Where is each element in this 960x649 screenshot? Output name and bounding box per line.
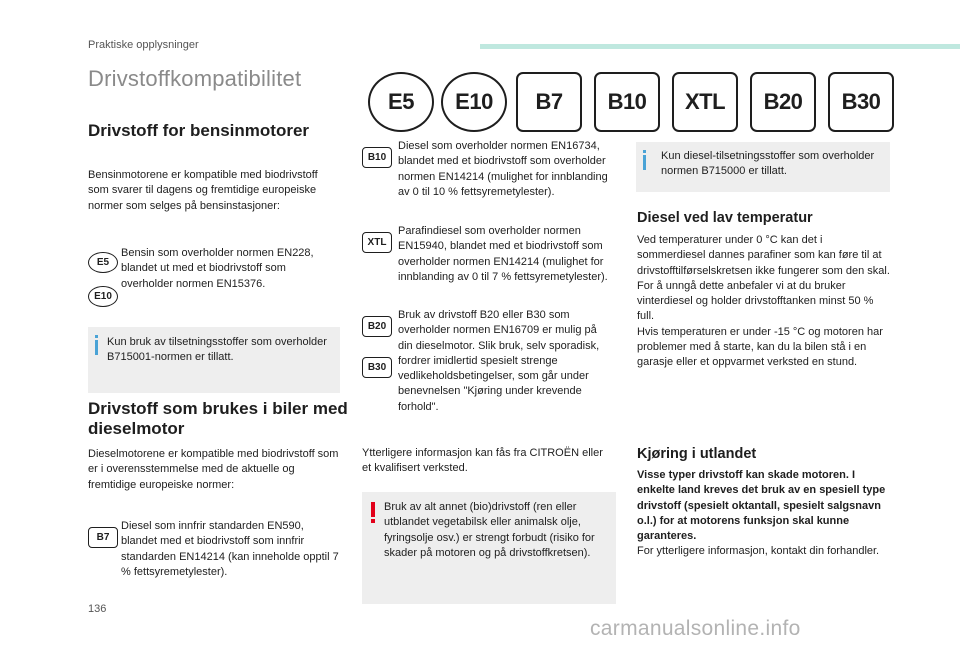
badge-xtl-small: XTL [362,232,392,253]
watermark: carmanualsonline.info [590,617,801,640]
fuel-badge-xtl: XTL [672,72,738,132]
badge-b30-small: B30 [362,357,392,378]
badge-b7-small: B7 [88,527,118,548]
petrol-e5-e10-description: Bensin som overholder normen EN228, blandet ut med et biodrivstoff som overholder normen EN15376. [121,247,314,290]
info-icon [95,335,98,357]
fuel-badge-b10: B10 [594,72,660,132]
warning-box [362,492,616,604]
section-header: Praktiske opplysninger [88,39,199,51]
petrol-info-box [88,327,340,393]
fuel-badge-e10: E10 [441,72,507,132]
diesel-b7-description: Diesel som innfrir standarden EN590, blandet med et biodrivstoff som innfrir standarden EN14214 (kan inneholde opptil 7 % fettsyremetylester). [121,520,339,578]
page-title: Drivstoffkompatibilitet [88,66,302,91]
low-temp-paragraph-1: Ved temperaturer under 0 °C kan det i sommerdiesel dannes parafiner som kan føre til at drivstofftilførselskretsen ikke fungerer som den skal. For å unngå dette anbefaler vi at du bruker vinterdiesel og holder drivstofftanken minst 50 % full. [637,234,890,323]
petrol-intro: Bensinmotorene er kompatible med biodrivstoff som svarer til dagens og fremtidige europeiske normer som selges på bensinstasjoner: [88,169,318,212]
abroad-text [637,468,891,560]
abroad-contact-text: For ytterligere informasjon, kontakt din forhandler. [637,545,880,558]
fuel-badge-b7: B7 [516,72,582,132]
low-temp-text [637,233,891,371]
fuel-badge-b30: B30 [828,72,894,132]
fuel-badge-b20: B20 [750,72,816,132]
info-icon [643,150,646,172]
diesel-info-box [636,142,890,192]
badge-b10-small: B10 [362,147,392,168]
diesel-xtl-description: Parafindiesel som overholder normen EN15940, blandet med et biodrivstoff som overholder normen EN14214 (mulighet for innblanding av 0 til 7 % fettsyremetylester). [398,225,608,283]
diesel-intro: Dieselmotorene er kompatible med biodrivstoff som er i overensstemmelse med de aktuelle og fremtidige europeiske normer: [88,448,339,491]
warning-icon [370,502,376,524]
diesel-b10-description: Diesel som overholder normen EN16734, blandet med et biodrivstoff som overholder normen EN14214 (mulighet for innblanding av 0 til 10 % fettsyremetylester). [398,140,608,198]
warning-text: Bruk av alt annet (bio)drivstoff (ren eller utblandet vegetabilsk eller animalsk olje, fyringsolje osv.) er strengt forbudt (risiko for skader på motoren og på drivstoffkretsen). [384,501,595,559]
badge-e10-small: E10 [88,286,118,307]
low-temp-heading: Diesel ved lav temperatur [637,210,813,226]
low-temp-paragraph-2: Hvis temperaturen er under -15 °C og motoren har problemer med å starte, kan du la bilen stå i en garasje eller et oppvarmet verksted en stund. [637,325,883,369]
abroad-bold-text: Visse typer drivstoff kan skade motoren. I enkelte land kreves det bruk av en spesiell type drivstoff (spesielt oktantall, spesielt salgsnavn o.l.) for at motorens funksjon skal kunne garanteres. [637,469,886,543]
diesel-heading: Drivstoff som brukes i biler med dieselmotor [88,399,348,438]
diesel-b20-b30-description: Bruk av drivstoff B20 eller B30 som overholder normen EN16709 er mulig på din dieselmotor. Slik bruk, selv sporadisk, fordrer imidlertid spesielt strenge vedlikeholdsbetingelser, som går under benevnelsen "Kjøring under krevende forhold". [398,309,600,413]
diesel-info-text: Kun diesel-tilsetningsstoffer som overholder normen B715000 er tillatt. [661,150,875,178]
page-number: 136 [88,603,107,615]
header-accent-bar [480,44,960,49]
badge-b20-small: B20 [362,316,392,337]
fuel-badge-e5: E5 [368,72,434,132]
badge-e5-small: E5 [88,252,118,273]
more-info-text: Ytterligere informasjon kan fås fra CITROËN eller et kvalifisert verksted. [362,447,603,475]
abroad-heading: Kjøring i utlandet [637,446,757,462]
petrol-heading: Drivstoff for bensinmotorer [88,121,310,140]
petrol-info-text: Kun bruk av tilsetningsstoffer som overholder B715001-normen er tillatt. [107,336,327,364]
